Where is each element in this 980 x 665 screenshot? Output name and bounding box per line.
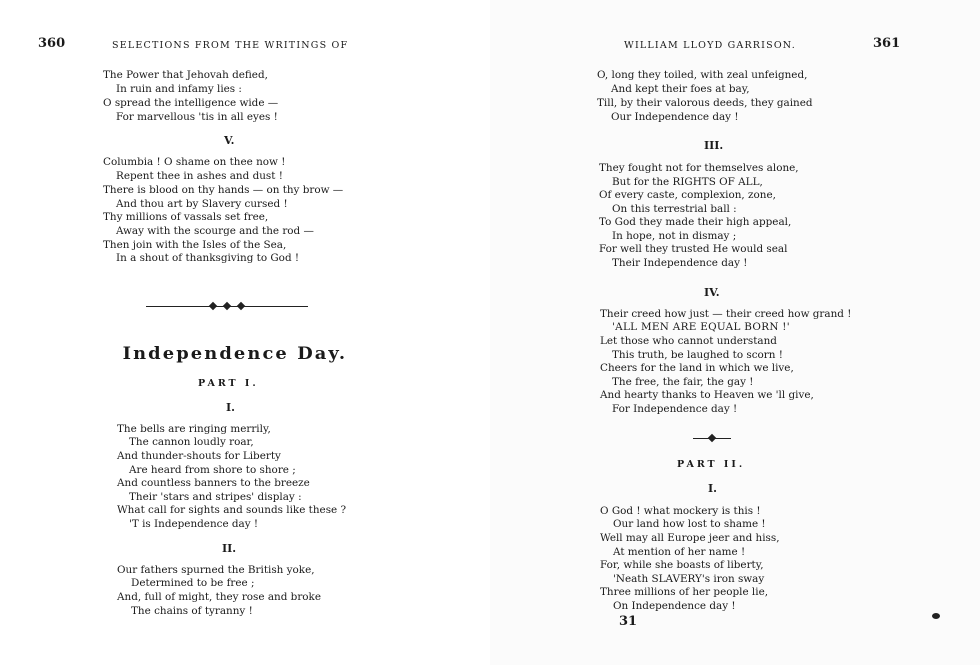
verse-line: In a shout of thanksgiving to God ! (116, 252, 300, 264)
verse-line: And countless banners to the breeze (117, 477, 310, 489)
verse-line: The chains of tyranny ! (131, 605, 253, 617)
stanza-numeral-iv: IV. (704, 286, 720, 299)
left-page-number: 360 (38, 36, 66, 51)
verse-line: Our land how lost to shame ! (613, 518, 766, 530)
verse-line: 'ALL MEN ARE EQUAL BORN !' (612, 321, 790, 333)
verse-line: For marvellous 'tis in all eyes ! (116, 111, 278, 123)
stanza-numeral-i: I. (226, 401, 235, 414)
left-running-head: SELECTIONS FROM THE WRITINGS OF (112, 40, 349, 51)
verse-line: Are heard from shore to shore ; (129, 464, 296, 476)
verse-line: And thou art by Slavery cursed ! (116, 198, 288, 210)
verse-line: The free, the fair, the gay ! (612, 376, 754, 388)
part-label: PART II. (677, 459, 746, 470)
verse-line: What call for sights and sounds like these ? (117, 504, 347, 516)
verse-line: There is blood on thy hands — on thy brow — (103, 184, 344, 196)
verse-line: Our fathers spurned the British yoke, (117, 564, 315, 576)
verse-line: This truth, be laughed to scorn ! (612, 349, 783, 361)
signature-mark: 31 (619, 614, 638, 629)
stanza-numeral-v: V. (224, 134, 235, 147)
verse-line: And thunder-shouts for Liberty (117, 450, 281, 462)
verse-line: And kept their foes at bay, (611, 83, 750, 95)
verse-line: On this terrestrial ball : (612, 203, 737, 215)
verse-line: The Power that Jehovah defied, (103, 69, 268, 81)
verse-line: On Independence day ! (613, 600, 736, 612)
verse-line: And, full of might, they rose and broke (117, 591, 322, 603)
verse-line: Three millions of her people lie, (600, 586, 769, 598)
stanza-numeral-ii: II. (222, 542, 237, 555)
verse-line: In ruin and infamy lies : (116, 83, 242, 95)
ink-speck (932, 613, 940, 619)
verse-line: Cheers for the land in which we live, (600, 362, 794, 374)
verse-line: The cannon loudly roar, (129, 436, 254, 448)
verse-line: Till, by their valorous deeds, they gained (597, 97, 813, 109)
verse-line: At mention of her name ! (613, 546, 746, 558)
verse-line: And hearty thanks to Heaven we 'll give, (600, 389, 814, 401)
verse-line: Then join with the Isles of the Sea, (103, 239, 287, 251)
right-running-head: WILLIAM LLOYD GARRISON. (624, 40, 796, 51)
stanza-numeral-iii: III. (704, 139, 724, 152)
verse-line: For, while she boasts of liberty, (600, 559, 764, 571)
verse-line: Columbia ! O shame on thee now ! (103, 156, 286, 168)
verse-line: They fought not for themselves alone, (599, 162, 799, 174)
verse-line: For Independence day ! (612, 403, 738, 415)
verse-line: For well they trusted He would seal (599, 243, 788, 255)
verse-line: Let those who cannot understand (600, 335, 777, 347)
verse-line: 'Neath SLAVERY's iron sway (613, 573, 765, 585)
verse-line: O spread the intelligence wide — (103, 97, 279, 109)
verse-line: In hope, not in dismay ; (612, 230, 737, 242)
verse-line: O, long they toiled, with zeal unfeigned, (597, 69, 808, 81)
verse-line: Thy millions of vassals set free, (103, 211, 269, 223)
right-page (490, 0, 980, 665)
verse-line: 'T is Independence day ! (129, 518, 259, 530)
verse-line: Their Independence day ! (612, 257, 748, 269)
verse-line: But for the RIGHTS OF ALL, (612, 176, 763, 188)
right-page-number: 361 (873, 36, 901, 51)
verse-line: To God they made their high appeal, (599, 216, 792, 228)
poem-title: Independence Day. (122, 344, 348, 364)
verse-line: Their creed how just — their creed how grand ! (600, 308, 852, 320)
part-label: PART I. (198, 378, 259, 389)
verse-line: Determined to be free ; (131, 577, 255, 589)
verse-line: Of every caste, complexion, zone, (599, 189, 776, 201)
verse-line: Repent thee in ashes and dust ! (116, 170, 283, 182)
verse-line: Away with the scourge and the rod — (116, 225, 314, 237)
verse-line: Their 'stars and stripes' display : (129, 491, 302, 503)
stanza-numeral-part2-i: I. (708, 482, 717, 495)
verse-line: Well may all Europe jeer and hiss, (600, 532, 780, 544)
verse-line: Our Independence day ! (611, 111, 739, 123)
verse-line: The bells are ringing merrily, (117, 423, 271, 435)
verse-line: O God ! what mockery is this ! (600, 505, 761, 517)
